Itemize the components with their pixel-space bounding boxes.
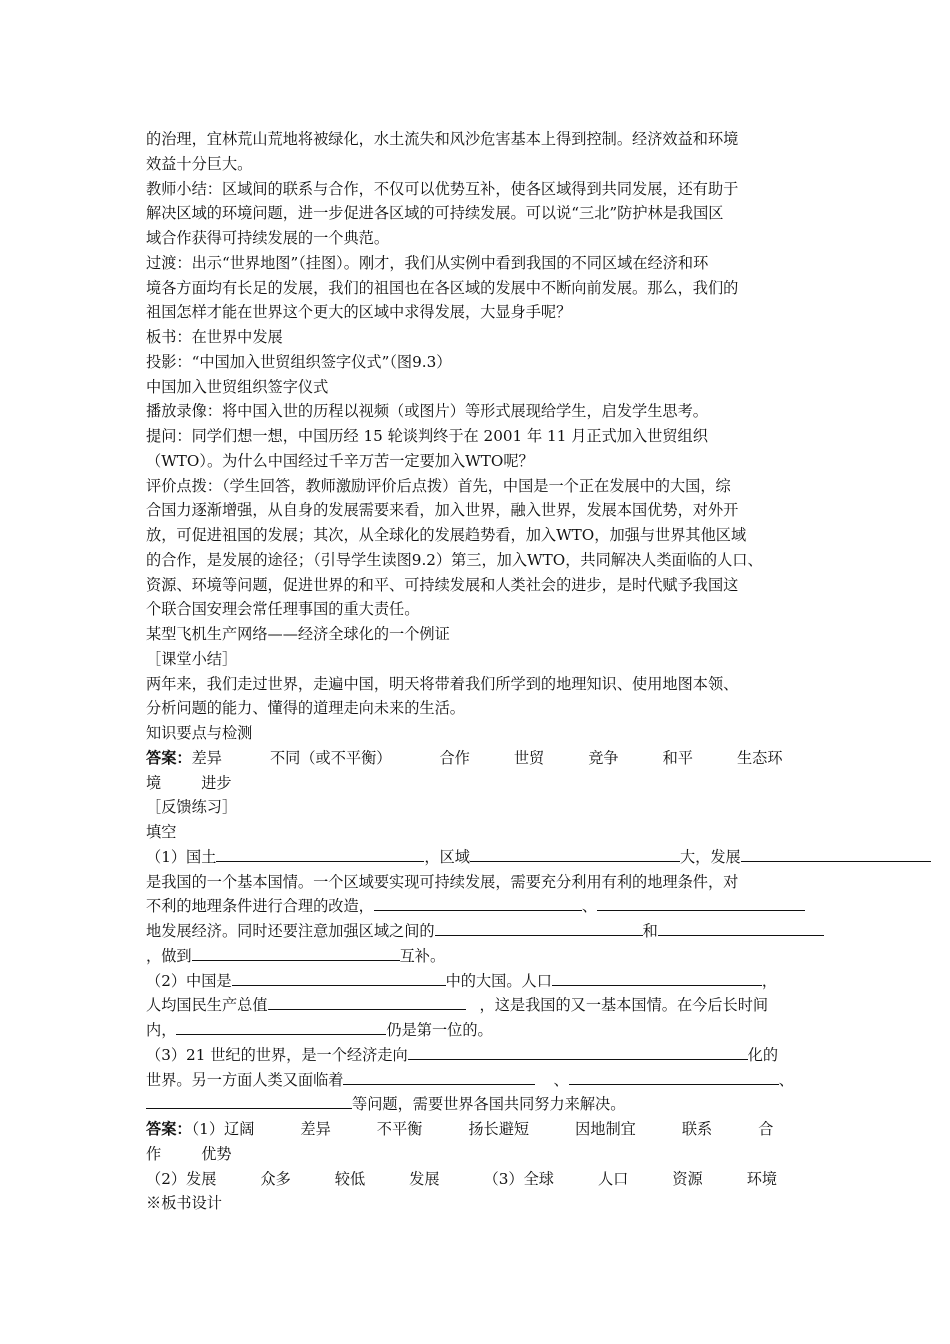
text-line: 解决区域的环境问题，进一步促进各区域的可持续发展。可以说“三北”防护林是我国区 [146,204,724,223]
question-text: （3）21 世纪的世界，是一个经济走向 [146,1045,408,1064]
text-line: 教师小结：区域间的联系与合作，不仅可以优势互补，使各区域得到共同发展，还有助于 [146,179,739,198]
question-text: 不利的地理条件进行合理的改造， [146,897,374,916]
answer-item: 生态环 [736,748,783,767]
answer-item: （1）辽阔 [191,1120,255,1138]
document-page [146,127,950,1216]
fill-blank[interactable] [176,1019,386,1035]
answer-item: 众多 [260,1169,291,1188]
answer-item: 和平 [662,748,693,767]
text-line: 放，可促进祖国的发展；其次，从全球化的发展趋势看，加入WTO，加强与世界其他区域 [146,526,747,544]
answer-item: 合 [758,1120,774,1138]
text-line: 播放录像：将中国入世的历程以视频（或图片）等形式展现给学生，启发学生思考。 [146,402,708,421]
answer-label: 答案： [146,748,192,767]
text-line: 过渡：出示“世界地图”（挂图）。刚才，我们从实例中看到我国的不同区域在经济和环 [146,253,709,272]
answer-item: 作 [146,1144,162,1163]
section-heading: ［反馈练习］ [146,798,238,817]
answer-item: 差异 [300,1120,331,1138]
question-text: 、 [553,1070,569,1089]
fill-blank[interactable] [408,1044,748,1060]
answer-item: （3）全球 [483,1169,554,1188]
answer-item: 环境 [746,1169,778,1188]
question-text: ， [761,971,778,990]
text-line: 的治理，宜林荒山荒地将被绿化，水土流失和风沙危害基本上得到控制。经济效益和环境 [146,130,739,148]
answer-item: 资源 [672,1169,703,1188]
answer-item: 进步 [201,773,232,792]
question-text: 和 [642,922,658,940]
question-line [146,1068,950,1093]
text-line: 祖国怎样才能在世界这个更大的区域中求得发展，大显身手呢？ [146,303,572,322]
text-line: 提问：同学们想一想，中国历经 15 轮谈判终于在 2001 年 11 月正式加入世贸组织 [146,427,708,445]
fill-blank[interactable] [192,945,400,961]
question-line [146,894,950,919]
text-line: 是我国的一个基本国情。一个区域要实现可持续发展，需要充分利用有利的地理条件，对 [146,872,739,891]
question-line [146,969,950,994]
text-line: 某型飞机生产网络——经济全球化的一个例证 [146,625,450,643]
fill-blank[interactable] [658,920,824,936]
section-heading: ※板书设计 [146,1194,222,1213]
fill-blank[interactable] [374,895,582,911]
question-text: ，这是我国的又一基本国情。在今后长时间 [479,996,769,1015]
fill-blank[interactable] [569,1069,779,1085]
fill-blank[interactable] [268,994,466,1010]
answer-item: 竞争 [588,748,619,767]
question-text: 互补。 [399,946,446,965]
text-line: 投影：“中国加入世贸组织签字仪式”（图9.3） [146,352,452,371]
text-line: 域合作获得可持续发展的一个典范。 [146,229,389,247]
question-text: 等问题，需要世界各国共同努力来解决。 [352,1095,626,1114]
fill-blank[interactable] [146,1093,352,1109]
text-line: 境各方面均有长足的发展，我们的祖国也在各区域的发展中不断向前发展。那么，我们的 [146,278,739,297]
question-text: （2）中国是 [146,971,232,990]
answer-item: 境 [146,773,162,792]
text-line: 两年来，我们走过世界，走遍中国，明天将带着我们所学到的地理知识、使用地图本领、 [146,674,739,693]
question-line [146,1043,950,1068]
answer-row [146,1167,950,1192]
text-line: 评价点拨：（学生回答，教师激励评价后点拨）首先，中国是一个正在发展中的大国，综 [146,476,731,495]
answer-item: 不同（或不平衡） [269,748,392,767]
text-line: 效益十分巨大。 [146,154,253,173]
question-text: 人均国民生产总值 [146,996,268,1015]
answer-item: 差异 [191,748,222,767]
fill-blank[interactable] [470,846,680,862]
text-line: ［课堂小结］ [146,649,238,668]
question-line [146,919,950,944]
text-line: （WTO）。为什么中国经过千辛万苦一定要加入WTO呢？ [146,451,534,470]
question-text: 、 [778,1070,794,1089]
question-text: （1）国土 [146,847,217,866]
fill-blank[interactable] [741,846,931,862]
answer-row [146,771,950,796]
text-line: 中国加入世贸组织签字仪式 [146,377,329,396]
text-line: 的合作，是发展的途径；（引导学生读图9.2）第三，加入WTO，共同解决人类面临的人口、 [146,550,763,569]
answer-item: 较低 [334,1169,366,1188]
question-text: 化的 [747,1045,779,1064]
question-text: ，区域 [424,847,470,866]
text-line: 资源、环境等问题，促进世界的和平、可持续发展和人类社会的进步，是时代赋予我国这 [146,575,739,594]
section-heading: 填空 [146,823,177,841]
fill-blank[interactable] [597,895,805,911]
answer-item: （2）发展 [146,1169,217,1188]
answer-item: 合作 [439,748,470,767]
answer-item: 因地制宜 [575,1120,636,1138]
text-line: 板书：在世界中发展 [146,328,283,346]
answer-item: 人口 [597,1169,629,1188]
fill-blank[interactable] [343,1069,535,1085]
answer-item: 不平衡 [376,1120,423,1138]
answer-label: 答案： [146,1120,192,1138]
answer-row [146,1142,950,1167]
text-line: 知识要点与检测 [146,724,253,742]
question-line [146,1018,950,1043]
fill-blank[interactable] [435,920,643,936]
answer-row [146,1117,950,1142]
question-text: ，做到 [146,946,192,965]
question-line [146,944,950,969]
text-line: 合国力逐渐增强，从自身的发展需要来看，加入世界，融入世界，发展本国优势，对外开 [146,501,739,520]
question-line [146,1092,950,1117]
question-line [146,845,950,870]
question-text: 仍是第一位的。 [386,1021,493,1039]
question-line [146,993,950,1018]
question-text: 内， [146,1021,177,1039]
answer-item: 优势 [201,1144,232,1163]
answer-item: 世贸 [513,748,545,767]
fill-blank[interactable] [232,970,446,986]
answer-item: 扬长避短 [468,1120,530,1138]
answer-item: 发展 [409,1169,440,1188]
question-text: 、 [581,897,597,916]
answer-item: 联系 [681,1120,713,1138]
fill-blank[interactable] [216,846,424,862]
question-text: 中的大国。人口 [445,971,552,990]
question-text: 大，发展 [679,847,741,866]
fill-blank[interactable] [552,970,762,986]
answer-row [146,746,950,771]
question-text: 世界。另一方面人类又面临着 [146,1070,344,1089]
text-line: 个联合国安理会常任理事国的重大责任。 [146,600,420,619]
question-text: 地发展经济。同时还要注意加强区域之间的 [146,922,435,940]
text-line: 分析问题的能力、懂得的道理走向未来的生活。 [146,699,465,718]
